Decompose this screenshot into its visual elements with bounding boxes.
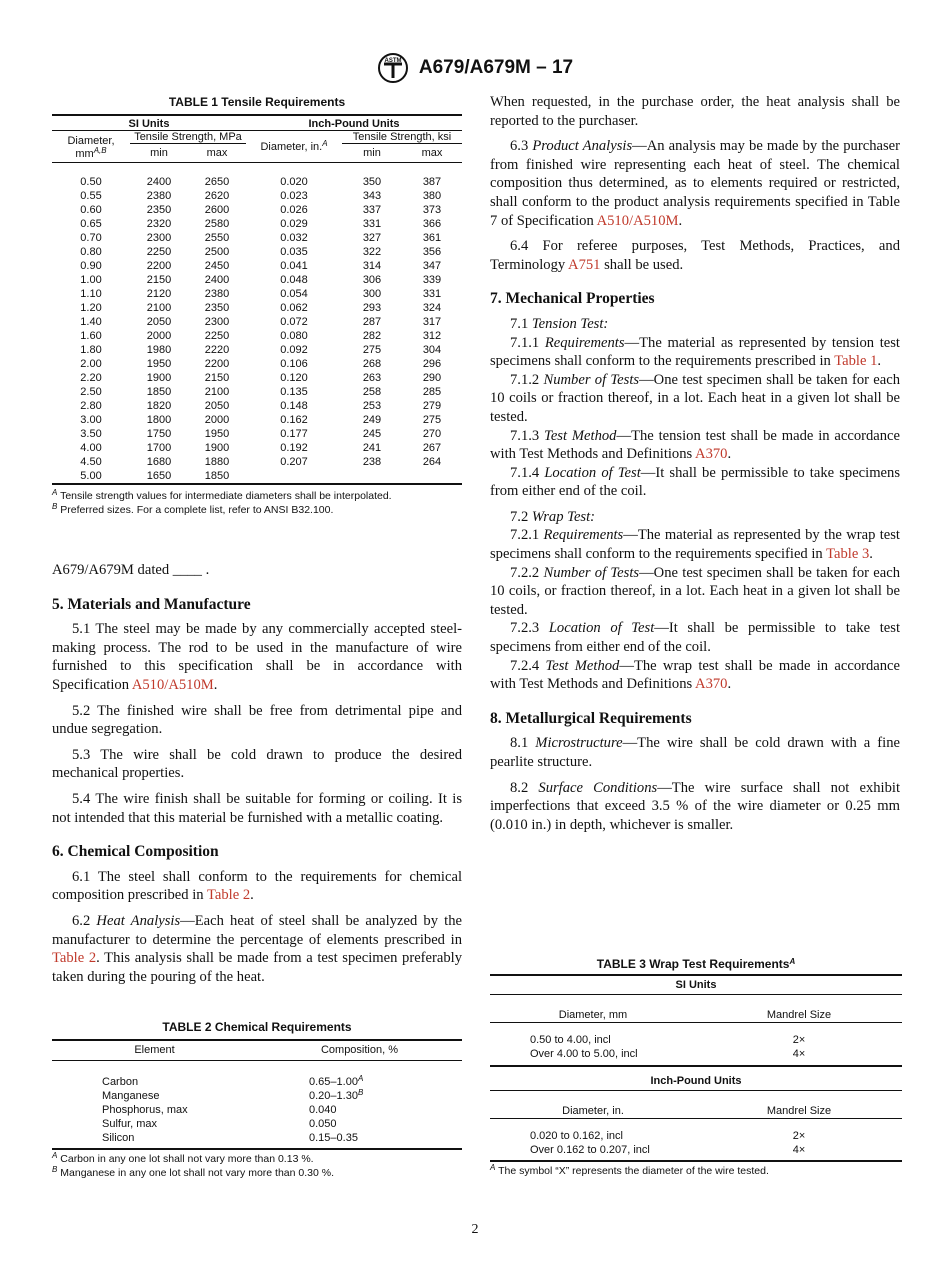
table-cell: 3.50 <box>80 428 102 440</box>
para-7-2-3: 7.2.3 Location of Test—It shall be permissible to take test specimens from either end of the coil. <box>490 620 901 656</box>
table-3-ip-label: Inch-Pound Units <box>650 1075 742 1087</box>
table-cell: Over 0.162 to 0.207, incl <box>530 1144 650 1156</box>
table-cell: 2250 <box>204 330 230 342</box>
table-cell: 361 <box>422 232 442 244</box>
table-cell: 2380 <box>204 288 230 300</box>
table-cell: 2450 <box>204 260 230 272</box>
para-7-1-4: 7.1.4 Location of Test—It shall be permissible to take specimens from either end of the coil. <box>490 464 901 500</box>
table-row <box>52 175 462 189</box>
table-cell: 0.062 <box>280 302 308 314</box>
table-row <box>490 1129 902 1143</box>
table-cell: 2220 <box>204 344 230 356</box>
table-row <box>52 245 462 259</box>
table-cell: 0.048 <box>280 274 308 286</box>
table-cell: Silicon <box>102 1132 135 1144</box>
table-row <box>52 357 462 371</box>
table-1-grid <box>52 114 462 489</box>
table-cell: $0.20-1.30^B$ <box>309 1088 364 1102</box>
ref-a510[interactable]: A510/A510M <box>131 676 214 693</box>
table-cell: 258 <box>362 386 382 398</box>
table-cell: 331 <box>362 218 382 230</box>
table-cell: 0.020 <box>280 176 308 188</box>
table-cell: 2.50 <box>80 386 102 398</box>
table-row <box>52 203 462 217</box>
table-cell: 0.072 <box>280 316 308 328</box>
table-cell: 2300 <box>204 316 230 328</box>
table-cell: Phosphorus, max <box>102 1104 188 1116</box>
table-cell: 2350 <box>146 204 172 216</box>
table-cell: 1950 <box>146 358 172 370</box>
ref-a751[interactable]: A751 <box>568 256 601 273</box>
svg-text:ASTM: ASTM <box>384 58 402 64</box>
table-cell: 0.120 <box>280 372 308 384</box>
table-cell: 1680 <box>146 456 172 468</box>
table-1-footnote-a: $^A$ Tensile strength values for intermediate diameters shall be interpolated. <box>52 488 392 502</box>
table-cell: 0.020 to 0.162, incl <box>530 1130 623 1142</box>
table-cell: 0.177 <box>280 428 308 440</box>
table-cell: 1.60 <box>80 330 102 342</box>
table-cell: 2100 <box>204 386 230 398</box>
table-cell: 373 <box>422 204 442 216</box>
table-cell: 2400 <box>204 274 230 286</box>
table-cell: 324 <box>422 302 442 314</box>
para-5-2: 5.2 The finished wire shall be free from detrimental pipe and undue segregation. <box>52 702 462 738</box>
table-cell: 0.148 <box>280 400 308 412</box>
table-1-title: TABLE 1 Tensile Requirements <box>168 95 346 109</box>
table-cell: 0.15–0.35 <box>309 1132 358 1144</box>
table-row <box>490 1033 902 1047</box>
section-6-title: 6. Chemical Composition <box>52 843 219 861</box>
table-cell: 2500 <box>204 246 230 258</box>
para-7-2-2: 7.2.2 Number of Tests—One test specimen shall be taken for each 10 coils, or fraction thereof, in a lot. Each heat in a given lot shall be tested. <box>490 564 900 618</box>
table-cell: 0.032 <box>280 232 308 244</box>
table-cell: 2620 <box>204 190 230 202</box>
table-cell: 245 <box>362 428 382 440</box>
table-cell: 5.00 <box>80 470 102 482</box>
table-cell: 0.55 <box>80 190 102 202</box>
table-cell: 2000 <box>146 330 172 342</box>
table-cell: 293 <box>362 302 382 314</box>
table-cell: 2300 <box>146 232 172 244</box>
table-cell: 304 <box>422 344 442 356</box>
table-cell <box>246 469 342 484</box>
table-cell: 287 <box>362 316 382 328</box>
table-cell: 322 <box>362 246 382 258</box>
table-cell: 339 <box>422 274 442 286</box>
ref-table-3[interactable]: Table 3 <box>826 546 870 563</box>
table-cell: 253 <box>362 400 382 412</box>
table-1-min-mpa: min <box>150 147 168 159</box>
table-row <box>52 259 462 273</box>
table-3-ip-col2: Mandrel Size <box>766 1105 832 1117</box>
table-3-title: TABLE 3 Wrap Test Requirements$^A$ <box>596 957 796 971</box>
table-cell: 4.00 <box>80 442 102 454</box>
table-cell: 0.041 <box>280 260 308 272</box>
table-cell: 317 <box>422 316 442 328</box>
table-row <box>52 287 462 301</box>
para-6-2-cont: When requested, in the purchase order, the heat analysis shall be reported to the purchaser. <box>490 94 900 129</box>
table-row <box>52 329 462 343</box>
table-cell: 380 <box>422 190 442 202</box>
table-cell: 2250 <box>146 246 172 258</box>
table-cell: 366 <box>422 218 442 230</box>
table-1-footnote-b: $^B$ Preferred sizes. For a complete list, refer to ANSI B32.100. <box>52 502 334 516</box>
table-cell: 1850 <box>146 386 172 398</box>
table-cell: 2320 <box>146 218 172 230</box>
ref-table-1[interactable]: Table 1 <box>834 353 878 370</box>
table-cell: 2100 <box>146 302 172 314</box>
table-row <box>52 189 462 203</box>
table-row <box>52 217 462 231</box>
table-cell: 1750 <box>146 428 172 440</box>
table-cell: 2050 <box>146 316 172 328</box>
table-cell: 0.80 <box>80 246 102 258</box>
table-cell: 387 <box>422 176 442 188</box>
table-cell: 2380 <box>146 190 172 202</box>
table-cell: 296 <box>422 358 442 370</box>
table-cell: Manganese <box>102 1090 160 1102</box>
table-cell: 0.092 <box>280 344 308 356</box>
para-7-2: 7.2 Wrap Test: <box>510 508 596 525</box>
table-row <box>52 1089 462 1103</box>
table-cell: 2150 <box>204 372 230 384</box>
table-cell: 1.10 <box>80 288 102 300</box>
table-cell: 0.60 <box>80 204 102 216</box>
table-cell: 241 <box>362 442 382 454</box>
table-cell: 2150 <box>146 274 172 286</box>
table-2-col-comp: Composition, % <box>320 1044 399 1056</box>
table-cell: 2000 <box>204 414 230 426</box>
table-cell: 1.20 <box>80 302 102 314</box>
table-2-title: TABLE 2 Chemical Requirements <box>162 1020 352 1034</box>
para-8-1: 8.1 Microstructure—The wire shall be cold drawn with a fine pearlite structure. <box>490 735 900 770</box>
table-cell: 2.00 <box>80 358 102 370</box>
para-5-3: 5.3 The wire shall be cold drawn to produce the desired mechanical properties. <box>52 746 462 782</box>
ref-a370[interactable]: A370 <box>695 446 728 463</box>
para-7-1: 7.1 Tension Test: <box>510 315 609 332</box>
page-number: 2 <box>471 1222 479 1237</box>
table-cell: 2400 <box>146 176 172 188</box>
table-cell: 4× <box>792 1048 806 1060</box>
table-cell: 331 <box>422 288 442 300</box>
table-cell: 2650 <box>204 176 230 188</box>
table-cell: Sulfur, max <box>102 1118 158 1130</box>
para-6-1: 6.1 The steel shall conform to the requirements for chemical composition prescribed in Table 2. <box>52 868 462 904</box>
table-cell: 2× <box>792 1130 806 1142</box>
para-7-1-2: 7.1.2 Number of Tests—One test specimen shall be taken for each 10 coils or fraction thereof, in a lot. Each heat in a given lot shall be tested. <box>490 371 900 425</box>
para-5-1: 5.1 The steel may be made by any commercially accepted steel-making process. The rod to be used in the manufacture of wire furnished to this specification shall be in accordance with Specification A510/A510M. <box>52 621 462 693</box>
dated-line: A679/A679M dated ____ . <box>52 562 210 578</box>
table-row <box>52 385 462 399</box>
table-cell: 1.00 <box>80 274 102 286</box>
table-1-diam-in-header: Diameter, in.$^A$ <box>260 138 328 153</box>
table-cell: 0.50 <box>80 176 102 188</box>
table-cell: 0.106 <box>280 358 308 370</box>
table-cell: 2050 <box>204 400 230 412</box>
table-cell: 312 <box>422 330 442 342</box>
table-3-grid <box>490 974 902 1164</box>
table-cell: 2.20 <box>80 372 102 384</box>
table-cell: 0.65 <box>80 218 102 230</box>
table-row <box>52 371 462 385</box>
table-cell: 238 <box>362 456 382 468</box>
table-cell: 300 <box>362 288 382 300</box>
table-1-max-ksi: max <box>421 147 443 159</box>
table-row <box>52 455 462 469</box>
table-cell: 282 <box>362 330 382 342</box>
table-cell: $0.65-1.00^A$ <box>309 1074 364 1088</box>
table-cell: 275 <box>362 344 382 356</box>
table-cell: 279 <box>422 400 442 412</box>
para-6-3: 6.3 Product Analysis—An analysis may be made by the purchaser from finished wire representing each heat of steel. The chemical composition thus determined, as to elements required or restricted, shall conform to the product analysis requirements specified in Table 7 of Specification A510/A510M. <box>490 138 900 229</box>
table-cell: 2120 <box>146 288 172 300</box>
table-cell: 2× <box>792 1034 806 1046</box>
document-designation: A679/A679M – 17 <box>418 57 574 78</box>
table-cell: 2600 <box>204 204 230 216</box>
table-row <box>52 399 462 413</box>
table-row <box>52 1117 462 1131</box>
table-3-si-col1: Diameter, mm <box>558 1009 628 1021</box>
table-1 <box>52 95 462 517</box>
section-7-title: 7. Mechanical Properties <box>490 290 655 308</box>
table-cell: 1700 <box>146 442 172 454</box>
astm-logo-icon <box>377 52 409 84</box>
para-6-4: 6.4 For referee purposes, Test Methods, Practices, and Terminology A751 shall be used. <box>490 238 900 273</box>
table-row <box>52 231 462 245</box>
table-3-footnote: $^A$ The symbol “X” represents the diameter of the wire tested. <box>490 1163 769 1177</box>
table-row <box>490 1047 902 1061</box>
table-cell: 0.054 <box>280 288 308 300</box>
table-cell: 0.207 <box>280 456 308 468</box>
table-row <box>52 1075 462 1089</box>
table-3-ip-col1: Diameter, in. <box>562 1105 624 1117</box>
table-cell: 0.135 <box>280 386 308 398</box>
table-cell: 2200 <box>204 358 230 370</box>
table-cell: 3.00 <box>80 414 102 426</box>
table-3 <box>490 957 902 1178</box>
table-cell: 0.90 <box>80 260 102 272</box>
table-cell: 1900 <box>146 372 172 384</box>
table-1-max-mpa: max <box>206 147 228 159</box>
section-8-title: 8. Metallurgical Requirements <box>490 709 692 727</box>
table-cell: 306 <box>362 274 382 286</box>
table-cell: 356 <box>422 246 442 258</box>
table-cell: 249 <box>362 414 382 426</box>
para-7-2-1: 7.2.1 Requirements—The material as represented by the wrap test specimens shall conform to the requirements specified in Table 3. <box>490 527 900 563</box>
table-cell: 1950 <box>204 428 230 440</box>
table-row <box>490 1143 902 1157</box>
table-cell: 343 <box>362 190 382 202</box>
table-cell: 337 <box>362 204 382 216</box>
para-7-1-1: 7.1.1 Requirements—The material as represented by tension test specimens shall conform to the requirements prescribed in Table 1. <box>490 334 900 370</box>
table-cell: 264 <box>422 456 442 468</box>
table-row <box>52 343 462 357</box>
para-7-2-4: 7.2.4 Test Method—The wrap test shall be made in accordance with Test Methods and Definitions A370. <box>490 657 900 693</box>
table-cell: Over 4.00 to 5.00, incl <box>530 1048 638 1060</box>
table-cell: 275 <box>422 414 442 426</box>
table-cell: 2550 <box>204 232 230 244</box>
table-cell: 0.050 <box>309 1118 337 1130</box>
table-cell: 1820 <box>146 400 172 412</box>
table-row <box>52 315 462 329</box>
table-row <box>52 301 462 315</box>
ref-a510[interactable]: A510/A510M <box>596 212 679 229</box>
table-1-si-label: SI Units <box>128 118 170 130</box>
table-cell: 0.029 <box>280 218 308 230</box>
table-1-ip-label: Inch-Pound Units <box>308 118 400 130</box>
table-cell: 2200 <box>146 260 172 272</box>
table-row <box>52 469 462 484</box>
page-header <box>0 52 950 84</box>
table-cell: 1800 <box>146 414 172 426</box>
table-row <box>52 273 462 287</box>
table-3-si-col2: Mandrel Size <box>766 1009 832 1021</box>
table-cell: 314 <box>362 260 382 272</box>
table-cell: 267 <box>422 442 442 454</box>
table-cell: 4× <box>792 1144 806 1156</box>
left-column <box>52 561 462 993</box>
para-6-2: 6.2 Heat Analysis—Each heat of steel shall be analyzed by the manufacturer to determine the percentage of elements prescribed in Table 2. This analysis shall be made from a test specimen preferably taken during the pouring of the heat. <box>52 912 462 985</box>
ref-a370[interactable]: A370 <box>695 676 728 693</box>
table-cell: 1850 <box>204 470 230 482</box>
table-cell: 1650 <box>146 470 172 482</box>
table-cell: 347 <box>422 260 442 272</box>
table-row <box>52 1103 462 1117</box>
table-1-ts-ksi-header: Tensile Strength, ksi <box>342 131 462 144</box>
table-cell: 285 <box>422 386 442 398</box>
table-cell: 0.50 to 4.00, incl <box>530 1034 611 1046</box>
table-cell: 1880 <box>204 456 230 468</box>
table-2-col-element: Element <box>134 1044 175 1056</box>
table-cell: 1980 <box>146 344 172 356</box>
table-cell: 0.040 <box>309 1104 337 1116</box>
table-cell <box>402 469 462 484</box>
ref-table-2[interactable]: Table 2 <box>206 887 251 904</box>
table-cell: 350 <box>362 176 382 188</box>
ref-table-2[interactable]: Table 2 <box>52 950 97 967</box>
table-cell: 270 <box>422 428 442 440</box>
table-row <box>52 441 462 455</box>
table-cell: 1.40 <box>80 316 102 328</box>
right-column <box>490 93 900 841</box>
table-cell: 2580 <box>204 218 230 230</box>
table-1-diam-mm-header: Diameter, $mm^{A,B}$ <box>67 135 115 160</box>
table-1-ts-mpa-header: Tensile Strength, MPa <box>130 131 246 144</box>
table-2-footnote-a: $^A$ Carbon in any one lot shall not vary more than 0.13 %. <box>52 1151 314 1165</box>
table-cell: 0.026 <box>280 204 308 216</box>
table-cell: 0.192 <box>280 442 308 454</box>
table-cell: Carbon <box>102 1076 139 1088</box>
para-8-2: 8.2 Surface Conditions—The wire surface shall not exhibit imperfections that exceed 3.5 % of the wire diameter or 0.25 mm (0.010 in.) in depth, whichever is smaller. <box>490 779 901 833</box>
para-5-4: 5.4 The wire finish shall be suitable for forming or coiling. It is not intended that this material be furnished with a metallic coating. <box>52 790 462 826</box>
table-cell: 1.80 <box>80 344 102 356</box>
table-cell: 0.023 <box>280 190 308 202</box>
table-cell <box>342 469 402 484</box>
table-1-min-ksi: min <box>363 147 381 159</box>
table-row <box>52 413 462 427</box>
table-row <box>52 1131 462 1145</box>
table-3-si-label: SI Units <box>675 979 717 991</box>
table-2-footnote-b: $^B$ Manganese in any one lot shall not vary more than 0.30 %. <box>52 1165 335 1179</box>
section-5-title: 5. Materials and Manufacture <box>52 595 251 613</box>
table-cell: 0.035 <box>280 246 308 258</box>
para-7-1-3: 7.1.3 Test Method—The tension test shall be made in accordance with Test Methods and Definitions A370. <box>490 427 901 463</box>
table-cell: 0.70 <box>80 232 102 244</box>
table-cell: 268 <box>362 358 382 370</box>
table-cell: 290 <box>422 372 442 384</box>
table-cell: 1900 <box>204 442 230 454</box>
table-cell: 263 <box>362 372 382 384</box>
table-2-grid <box>52 1039 462 1152</box>
table-cell: 2.80 <box>80 400 102 412</box>
table-cell: 0.162 <box>280 414 308 426</box>
table-cell: 4.50 <box>80 456 102 468</box>
table-cell: 2350 <box>204 302 230 314</box>
table-2 <box>52 1020 462 1180</box>
table-row <box>52 427 462 441</box>
table-cell: 327 <box>362 232 382 244</box>
table-cell: 0.080 <box>280 330 308 342</box>
